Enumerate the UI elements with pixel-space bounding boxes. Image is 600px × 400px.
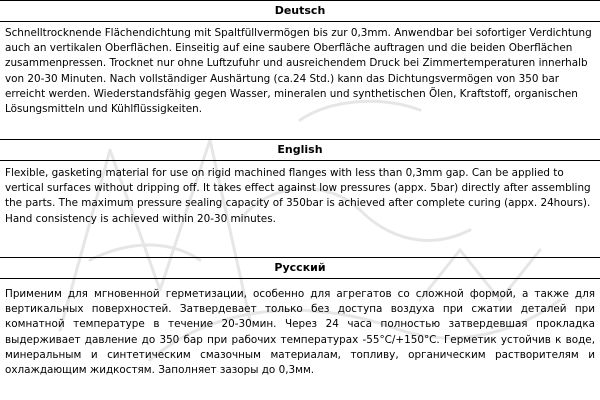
text-deutsch: Schnelltrocknende Flächendichtung mit Spaltfüllvermögen bis zur 0,3mm. Anwendbar bei sofortiger Verdichtung auch an vertikalen Oberflächen. Einseitig auf eine saubere Oberfläche auftragen und die beiden Oberflächen zusammenpressen. Trocknet nur ohne Luftzufuhr und ausreichendem Druck bei Zimmertemperaturen innerhalb von 20-30 Minuten. Nach vollständiger Aushärtung (ca.24 Std.) kann das Dichtungsvermögen von 350 bar erreicht werden. Wiederstandsfähig gegen Wasser, mineralen und synthetischen Ölen, Kraftstoff, organischen Lösungsmitteln und Kühlflüssigkeiten. xyxy=(5,27,592,116)
heading-rule-russian xyxy=(0,278,600,279)
heading-russian: Русский xyxy=(274,261,326,274)
divider-russian xyxy=(0,257,600,258)
top-rule xyxy=(0,0,600,1)
heading-english: English xyxy=(277,143,323,156)
heading-rule-deutsch xyxy=(0,21,600,22)
divider-english xyxy=(0,139,600,140)
heading-rule-english xyxy=(0,160,600,161)
text-russian: Применим для мгновенной герметизации, особенно для агрегатов со сложной формой, а также для вертикальных поверхностей. Затвердевает только без доступа воздуха при сжатии деталей при комнатной температуре в течение 20-30мин. Через 24 часа полностью затвердевшая прокладка выдерживает давление до 350 бар при рабочих температурах -55°С/+150°С. Герметик устойчив к воде, минеральным и синтетическим смазочным материалам, топливу, органическим растворителям и охлаждающим жидкостям. Заполняет зазоры до 0,3мм. xyxy=(5,288,595,377)
heading-deutsch: Deutsch xyxy=(274,4,326,17)
text-english: Flexible, gasketing material for use on rigid machined flanges with less than 0,3mm gap. Can be applied to vertical surfaces without dripping off. It takes effect against low pressures (appx. 5bar) directly after assembling the parts. The maximum pressure sealing capacity of 350bar is achieved after complete curing (appx. 24hours). Hand consistency is achieved within 20-30 minutes. xyxy=(5,167,591,225)
